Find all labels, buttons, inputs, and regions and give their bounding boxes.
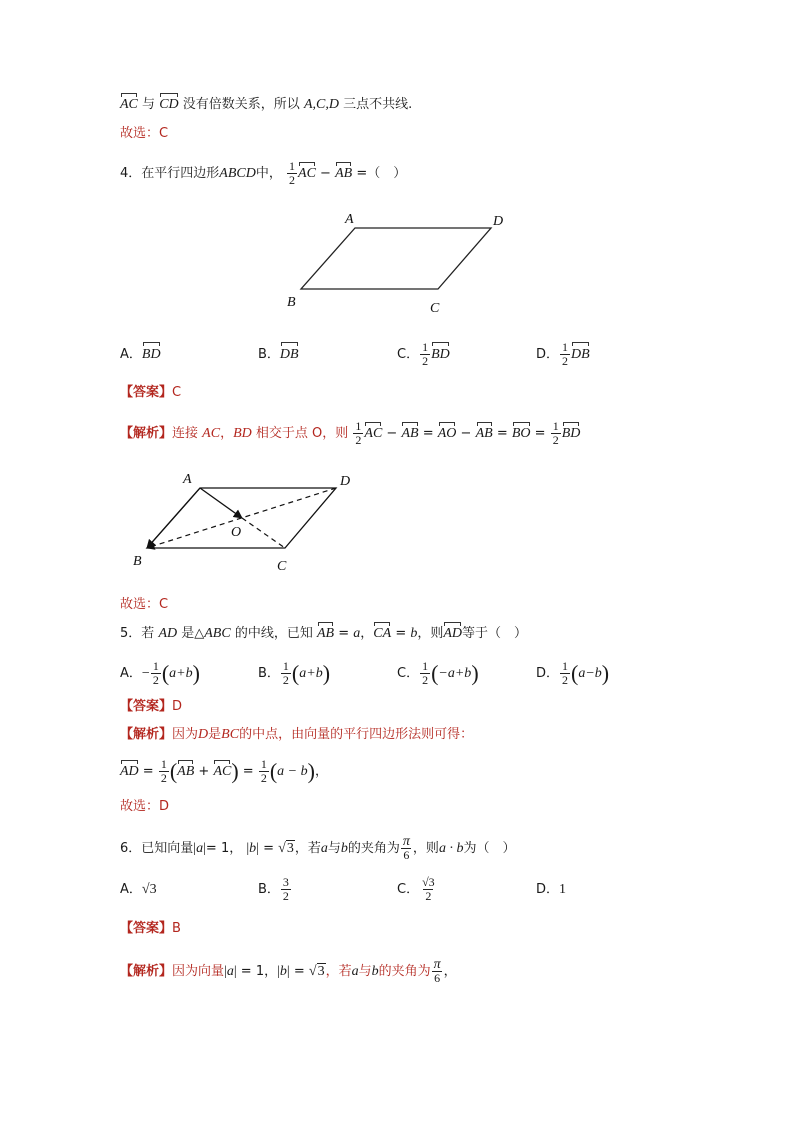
vector: DB [280, 345, 299, 365]
segment-bd: BD [233, 426, 252, 441]
fraction: $\frac{1}{2}$ [289, 159, 296, 187]
fraction: $\frac{1}{2}$ [422, 340, 429, 368]
vector-ab: AB [335, 166, 353, 181]
question-number: 4． [120, 166, 142, 181]
connector: 与 [142, 97, 156, 112]
q5-option-b[interactable]: B． $\frac{1}{2}$ (a+b) [258, 659, 331, 687]
vector-ab: AB [317, 626, 335, 641]
q5-option-a[interactable]: A．− $\frac{1}{2}$ (a+b) [120, 659, 200, 687]
text: 在平行四边形 [141, 166, 220, 181]
q4-option-b[interactable]: B．DB [258, 345, 299, 365]
q6-option-b[interactable]: B． $\frac{3}{2}$ [258, 875, 289, 903]
label-a: A [183, 472, 192, 487]
text: 相交于点 O，则 [255, 426, 349, 441]
q4-option-c[interactable]: C． $\frac{1}{2}$ BD [397, 340, 450, 368]
vector-ao [200, 488, 242, 518]
parallelogram-figure [280, 205, 510, 320]
q5-option-d[interactable]: D． $\frac{1}{2}$ (a−b) [536, 659, 610, 687]
text: 没有倍数关系，所以 [182, 97, 300, 112]
vector-ca: CA [373, 626, 392, 641]
text: 中， [255, 166, 282, 181]
answer-value: B [172, 921, 181, 936]
vector-ab [147, 488, 200, 548]
q6-answer-line: 【答案】B [120, 921, 181, 936]
question-4-stem [120, 160, 406, 187]
vector-ad: AD [443, 626, 463, 641]
label-c: C [277, 559, 287, 574]
fraction: $\frac{1}{2}$ [562, 340, 569, 368]
q5-derivation: AD = $\frac{1}{2}$ (AB + AC) = $\frac{1}{2}$ (a − b)， [120, 757, 328, 785]
label-d: D [340, 474, 351, 489]
label-c: C [430, 301, 440, 316]
vector: BD [431, 345, 450, 365]
q4-option-d[interactable]: D． $\frac{1}{2}$ DB [536, 340, 590, 368]
vector-db-dashed [147, 488, 336, 548]
answer-tag: 【答案】 [120, 385, 173, 400]
q4-option-a[interactable]: A．BD [120, 345, 161, 365]
segment-ac: AC [202, 426, 221, 441]
text: =（ ） [356, 166, 407, 181]
vector-a: a [353, 626, 361, 641]
question-5-stem: 5．若 AD 是△ABC 的中线，已知 AB = a，CA = b，则AD等于（ ） [120, 626, 528, 641]
q6-option-a[interactable]: A．√3 [120, 882, 157, 897]
label-b: B [133, 554, 142, 569]
vector: BD [142, 345, 161, 365]
q6-analysis-line: 【解析】因为向量|a| = 1，|b| = √3，若a与b的夹角为 $\frac{\pi}{6}$ ， [120, 957, 457, 985]
text: 连接 [172, 426, 199, 441]
parallelogram-diagonals-figure [125, 468, 365, 578]
vector-ac: AC [298, 166, 316, 181]
analysis-tag: 【解析】 [120, 426, 173, 441]
minus: − [320, 166, 331, 181]
q6-option-d[interactable]: D．1 [536, 882, 567, 897]
q5-final-answer: 故选：D [120, 799, 170, 814]
vector-cd: CD [159, 97, 179, 112]
text: 三点不共线. [343, 97, 413, 112]
segment-oc [242, 518, 285, 548]
answer-value: D [172, 699, 183, 714]
points: A,C,D [303, 97, 339, 112]
label-d: D [493, 214, 504, 229]
fraction: $\frac{1}{2}$ [355, 419, 362, 447]
question-6-stem: 6．已知向量|a|= 1， |b| = √3，若a与b的夹角为 $\frac{\pi}{6}$ ，则a · b为（ ） [120, 834, 516, 862]
triangle-abc: ABC [204, 626, 231, 641]
prev-conclusion-line [120, 96, 412, 114]
label-b: B [287, 295, 296, 310]
q5-option-c[interactable]: C． $\frac{1}{2}$ (−a+b) [397, 659, 479, 687]
q4-analysis-line: 【解析】连接 AC，BD 相交于点 O，则 $\frac{1}{2}$ AC − AB = AO − AB = BO = $\frac{1}{2}$ BD [120, 419, 581, 447]
q4-answer-line [120, 384, 181, 402]
parallelogram-shape [301, 228, 491, 289]
segment-ad: AD [158, 626, 178, 641]
prev-answer-line: 故选：C [120, 126, 169, 141]
answer-value: C [172, 385, 182, 400]
label-a: A [345, 212, 354, 227]
q4-final-answer: 故选：C [120, 597, 169, 612]
label-o: O [231, 525, 242, 540]
vector: DB [571, 345, 590, 365]
vector-b: b [410, 626, 418, 641]
q5-answer-line: 【答案】D [120, 699, 183, 714]
q6-option-c[interactable]: C． $\frac{√3}{2}$ [397, 875, 435, 903]
shape-name: ABCD [219, 166, 256, 181]
vector-ac: AC [120, 97, 138, 112]
q5-analysis-line: 【解析】因为D是BC的中点，由向量的平行四边形法则可得： [120, 727, 474, 742]
